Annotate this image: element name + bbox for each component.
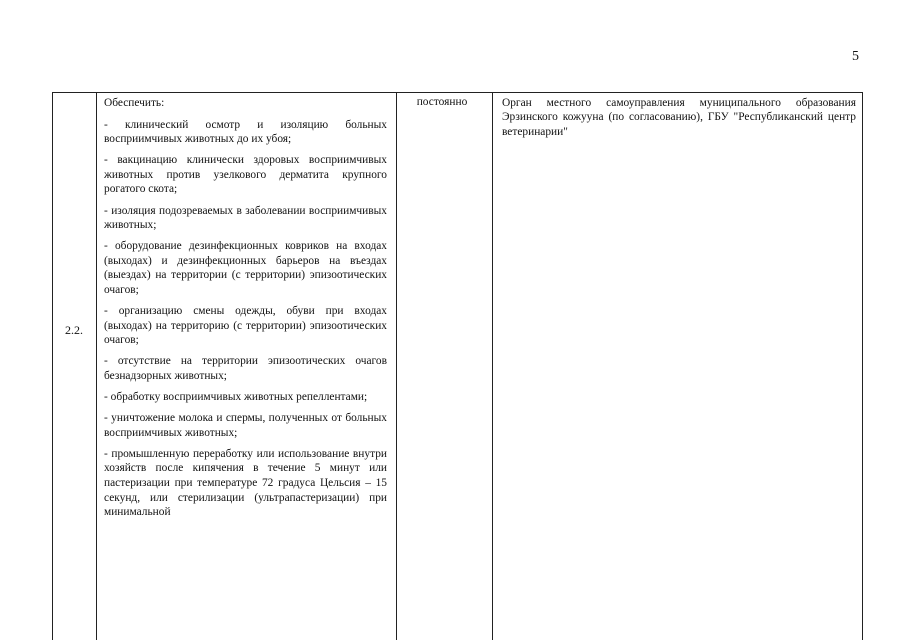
- measure-item: - вакцинацию клинически здоровых восприимчивых животных против узелкового дерматита крупного рогатого скота;: [104, 154, 387, 196]
- responsible-cell: Орган местного самоуправления муниципального образования Эрзинского кожууна (по согласованию), ГБУ "Республиканский центр ветеринарии": [502, 97, 856, 138]
- measure-item: - клинический осмотр и изоляцию больных восприимчивых животных до их убоя;: [104, 118, 387, 146]
- measure-item: - изоляция подозреваемых в заболевании восприимчивых животных;: [104, 204, 387, 232]
- measure-item: - промышленную переработку или использование внутри хозяйств после кипячения в течение 5 минут или пастеризации при температуре 72 градуса Цельсия – 15 секунд, или стерилизации (ультрапастеризации) при минимальной: [104, 447, 387, 519]
- column-divider: [96, 92, 97, 640]
- measures-intro: Обеспечить:: [104, 97, 165, 109]
- measure-item: - отсутствие на территории эпизоотических очагов безнадзорных животных;: [104, 355, 387, 382]
- page-number: 5: [852, 49, 859, 64]
- term-cell: постоянно: [416, 96, 468, 108]
- row-number: 2.2.: [65, 323, 83, 337]
- measures-cell: [104, 96, 387, 526]
- measure-item: - обработку восприимчивых животных репеллентами;: [104, 391, 368, 404]
- column-divider: [492, 92, 493, 640]
- measure-item: - уничтожение молока и спермы, полученных от больных восприимчивых животных;: [104, 412, 387, 439]
- measure-item: - оборудование дезинфекционных ковриков на входах (выходах) и дезинфекционных барьеров на въездах (выездах) на территории (с территории) эпизоотических очагов;: [104, 240, 387, 297]
- column-divider: [396, 92, 397, 640]
- measure-item: - организацию смены одежды, обуви при входах (выходах) на территорию (с территории) эпизоотических очагов;: [104, 305, 387, 347]
